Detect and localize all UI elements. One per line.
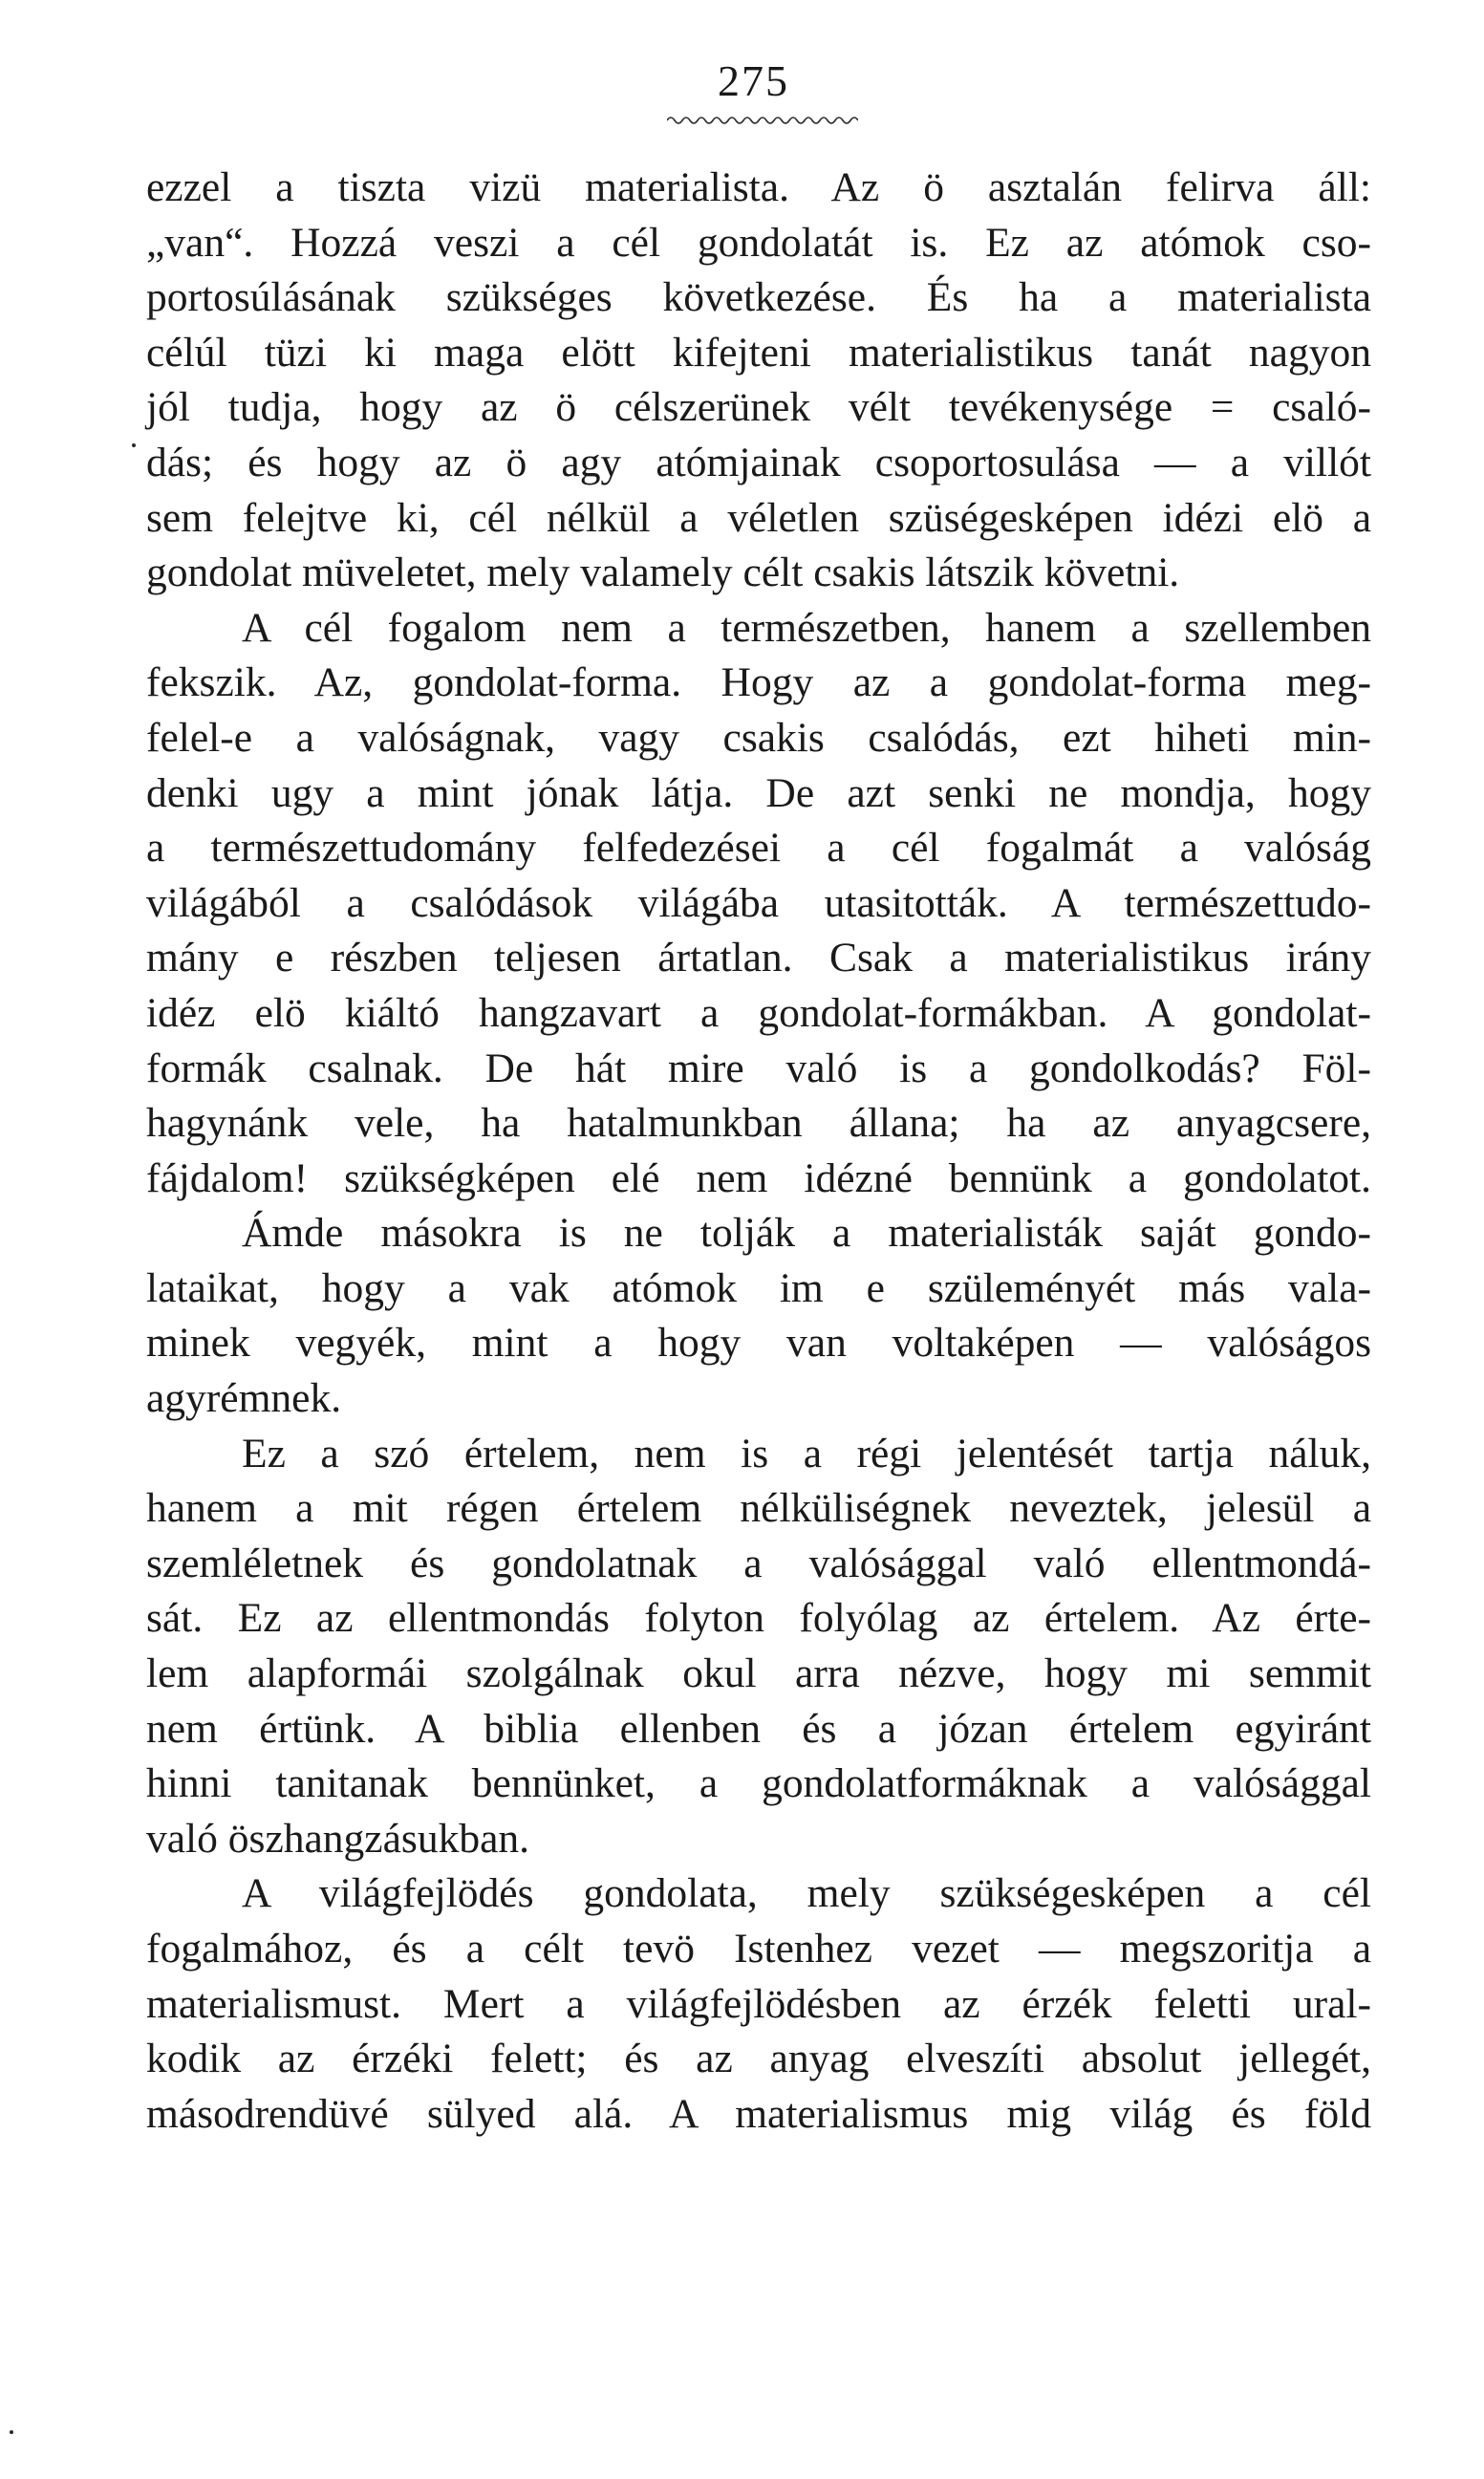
text-line: A cél fogalom nem a természetben, hanem a szellemben <box>242 604 1371 651</box>
text-line: lem alapformái szolgálnak okul arra nézve, hogy mi semmit <box>146 1650 1371 1697</box>
text-line: jól tudja, hogy az ö célszerünek vélt tevékenysége = csaló- <box>146 384 1371 431</box>
text-line: „van“. Hozzá veszi a cél gondolatát is. Ez az atómok cso- <box>146 219 1371 266</box>
text-line: való öszhangzásukban. <box>146 1815 530 1862</box>
text-line: célúl tüzi ki maga elött kifejteni materialistikus tanát nagyon <box>146 329 1371 376</box>
page-number: 275 <box>718 56 789 105</box>
margin-mark <box>10 2430 13 2434</box>
text-line: gondolat müveletet, mely valamely célt csakis látszik követni. <box>146 550 1180 596</box>
text-line: felel-e a valóságnak, vagy csakis csalódás, ezt hiheti min- <box>146 714 1371 761</box>
text-line: denki ugy a mint jónak látja. De azt senki ne mondja, hogy <box>146 769 1371 816</box>
text-line: ezzel a tiszta vizü materialista. Az ö asztalán felirva áll: <box>146 164 1371 210</box>
text-line: dás; és hogy az ö agy atómjainak csoportosulása — a villót <box>146 439 1371 485</box>
margin-mark <box>132 443 136 447</box>
text-line: a természettudomány felfedezései a cél fogalmát a valóság <box>146 825 1371 872</box>
text-line: materialismust. Mert a világfejlödésben az érzék feletti ural- <box>146 1980 1371 2027</box>
text-line: világából a csalódások világába utasitották. A természettudo- <box>146 879 1371 926</box>
text-line: szemléletnek és gondolatnak a valósággal való ellentmondá- <box>146 1540 1371 1586</box>
page-header <box>0 56 1484 105</box>
text-line: minek vegyék, mint a hogy van voltaképen — valóságos <box>146 1320 1371 1367</box>
text-line: Ámde másokra is ne tolják a materialisták saját gondo- <box>242 1210 1371 1257</box>
text-line: Ez a szó értelem, nem is a régi jelentését tartja náluk, <box>242 1430 1371 1477</box>
text-line: hagynánk vele, ha hatalmunkban állana; ha az anyagcsere, <box>146 1100 1371 1147</box>
body-text <box>146 161 1371 2142</box>
text-line: sát. Ez az ellentmondás folyton folyólag az értelem. Az érte- <box>146 1595 1371 1642</box>
text-line: A világfejlödés gondolata, mely szükségesképen a cél <box>242 1870 1371 1917</box>
text-line: kodik az érzéki felett; és az anyag elveszíti absolut jellegét, <box>146 2036 1371 2082</box>
wavy-rule-ornament <box>667 115 858 126</box>
text-line: agyrémnek. <box>146 1375 342 1422</box>
text-line: formák csalnak. De hát mire való is a gondolkodás? Föl- <box>146 1045 1371 1091</box>
text-line: lataikat, hogy a vak atómok im e szüleményét más vala- <box>146 1264 1371 1311</box>
text-line: nem értünk. A biblia ellenben és a józan értelem egyiránt <box>146 1705 1371 1752</box>
text-line: hinni tanitanak bennünket, a gondolatformáknak a valósággal <box>146 1760 1371 1807</box>
text-line: fogalmához, és a célt tevö Istenhez vezet — megszoritja a <box>146 1926 1371 1972</box>
text-line: portosúlásának szükséges következése. És ha a materialista <box>146 274 1371 321</box>
text-line: fekszik. Az, gondolat-forma. Hogy az a gondolat-forma meg- <box>146 659 1371 706</box>
text-line: sem felejtve ki, cél nélkül a véletlen szüségesképen idézi elö a <box>146 494 1371 541</box>
text-line: másodrendüvé sülyed alá. A materialismus mig világ és föld <box>146 2090 1371 2137</box>
text-line: idéz elö kiáltó hangzavart a gondolat-formákban. A gondolat- <box>146 989 1371 1036</box>
text-line: hanem a mit régen értelem nélküliségnek neveztek, jelesül a <box>146 1485 1371 1532</box>
text-line: fájdalom! szükségképen elé nem idézné bennünk a gondolatot. <box>146 1154 1371 1201</box>
text-line: mány e részben teljesen ártatlan. Csak a materialistikus irány <box>146 935 1371 981</box>
